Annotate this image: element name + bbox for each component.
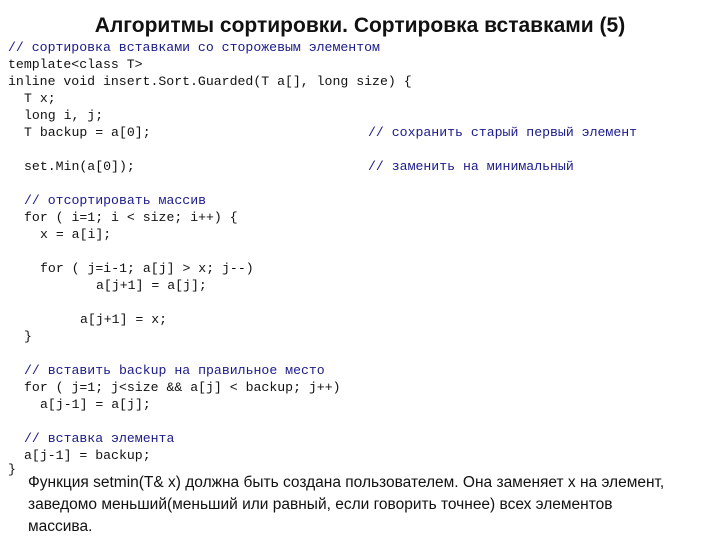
- footnote-line: Функция setmin(T& x) должна быть создана пользователем. Она заменяет x на элемент,: [28, 474, 665, 491]
- code-line: x = a[i];: [40, 227, 112, 242]
- code-line: for ( j=i-1; a[j] > x; j--): [40, 261, 254, 276]
- code-comment: // вставить backup на правильное место: [24, 363, 325, 378]
- code-line: }: [8, 462, 16, 477]
- footnote-line: массива.: [28, 518, 93, 535]
- code-comment: // вставка элемента: [24, 431, 175, 446]
- slide-title: Алгоритмы сортировки. Сортировка вставками (5): [94, 14, 626, 37]
- code-comment: // сохранить старый первый элемент: [368, 125, 638, 140]
- code-line: a[j-1] = a[j];: [40, 397, 151, 412]
- code-line: }: [24, 329, 32, 344]
- code-line: for ( i=1; i < size; i++) {: [24, 210, 238, 225]
- code-line: a[j-1] = backup;: [24, 448, 151, 463]
- code-line: T x;: [24, 91, 56, 106]
- code-line: a[j+1] = x;: [80, 312, 168, 327]
- code-comment: // сортировка вставками со сторожевым элементом: [8, 40, 380, 55]
- footnote-line: заведомо меньший(меньший или равный, если говорить точнее) всех элементов: [28, 496, 613, 513]
- code-line: long i, j;: [24, 108, 104, 123]
- code-comment: // отсортировать массив: [24, 193, 207, 208]
- code-line: a[j+1] = a[j];: [96, 278, 207, 293]
- code-comment: // заменить на минимальный: [368, 159, 574, 174]
- code-line: for ( j=1; j<size && a[j] < backup; j++): [24, 380, 341, 395]
- footnote-text: [28, 472, 718, 538]
- code-line: T backup = a[0];: [24, 125, 151, 140]
- code-line: set.Min(a[0]);: [24, 159, 135, 174]
- code-line: template<class T>: [8, 57, 143, 72]
- code-line: inline void insert.Sort.Guarded(T a[], long size) {: [8, 74, 412, 89]
